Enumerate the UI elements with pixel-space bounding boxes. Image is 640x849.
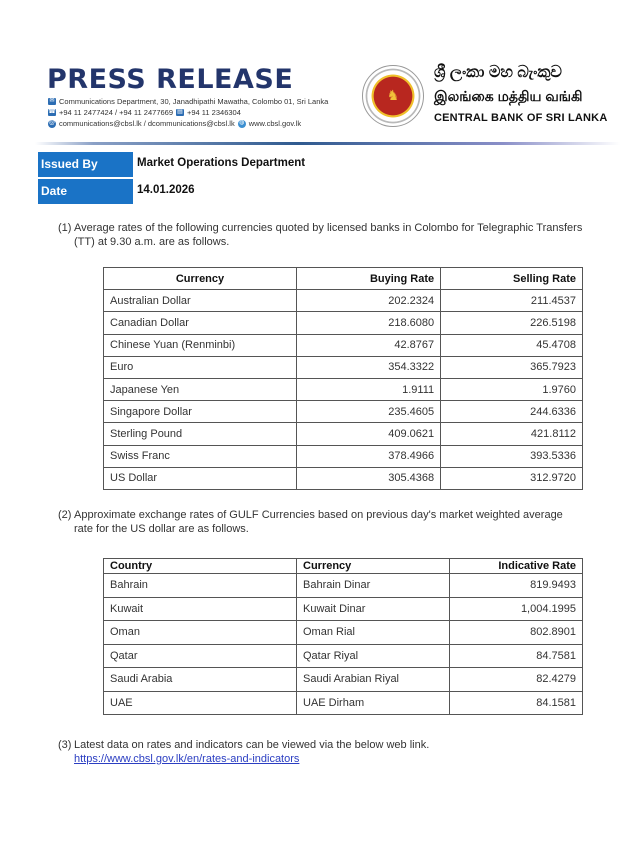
table-row	[104, 597, 583, 621]
release-meta	[38, 152, 305, 206]
lion-emblem-icon: ♞	[386, 87, 400, 103]
col-header-currency: Currency	[104, 268, 297, 290]
country-cell: Oman	[104, 621, 297, 645]
selling-rate-cell: 421.8112	[441, 423, 583, 445]
buying-rate-cell: 409.0621	[297, 423, 441, 445]
selling-rate-cell: 312.9720	[441, 467, 583, 489]
col-header-currency: Currency	[297, 559, 450, 574]
indicative-rate-cell: 1,004.1995	[450, 597, 583, 621]
table-row	[104, 290, 583, 312]
gulf-rates-table	[103, 558, 583, 715]
buying-rate-cell: 354.3322	[297, 356, 441, 378]
issued-by-row	[38, 152, 305, 177]
indicative-rate-cell: 82.4279	[450, 668, 583, 692]
col-header-buying-rate: Buying Rate	[297, 268, 441, 290]
section-2-text	[58, 508, 610, 536]
section-1-text	[58, 221, 610, 249]
indicative-rate-cell: 819.9493	[450, 574, 583, 598]
table-row	[104, 423, 583, 445]
country-cell: Qatar	[104, 644, 297, 668]
table-row	[104, 621, 583, 645]
table-row	[104, 378, 583, 400]
currency-cell: US Dollar	[104, 467, 297, 489]
table-row	[104, 356, 583, 378]
table-row	[104, 691, 583, 715]
table-row	[104, 401, 583, 423]
table-row	[104, 334, 583, 356]
fax-icon: ▤	[177, 109, 183, 115]
col-header-indicative-rate: Indicative Rate	[450, 559, 583, 574]
globe-icon: ◍	[239, 119, 245, 126]
buying-rate-cell: 218.6080	[297, 312, 441, 334]
section-3-text	[58, 738, 610, 766]
table-header-row	[104, 268, 583, 290]
country-cell: Kuwait	[104, 597, 297, 621]
phone-icon: ☎	[48, 109, 56, 115]
issued-by-value: Market Operations Department	[137, 157, 306, 169]
bank-name-sinhala: ශ්‍රී ලංකා මහ බැංකුව	[434, 64, 562, 81]
country-cell: UAE	[104, 691, 297, 715]
selling-rate-cell: 226.5198	[441, 312, 583, 334]
buying-rate-cell: 42.8767	[297, 334, 441, 356]
currency-cell: Sterling Pound	[104, 423, 297, 445]
date-value: 14.01.2026	[137, 184, 195, 196]
section-3-number: (3)	[58, 739, 72, 751]
table-row	[104, 574, 583, 598]
currency-cell: Oman Rial	[297, 621, 450, 645]
website-text[interactable]: www.cbsl.gov.lk	[248, 119, 302, 128]
country-cell: Saudi Arabia	[104, 668, 297, 692]
email-text[interactable]: communications@cbsl.lk / dcommunications@cbsl.lk	[59, 119, 235, 128]
table-header-row	[104, 559, 583, 574]
section-1-line-2: (TT) at 9.30 a.m. are as follows.	[74, 236, 230, 248]
date-row	[38, 179, 305, 204]
currency-cell: Australian Dollar	[104, 290, 297, 312]
buying-rate-cell: 305.4368	[297, 467, 441, 489]
section-2-line-1: Approximate exchange rates of GULF Currencies based on previous day's market weighted average	[74, 509, 563, 521]
buying-rate-cell: 235.4605	[297, 401, 441, 423]
selling-rate-cell: 365.7923	[441, 356, 583, 378]
tt-rates-table	[103, 267, 583, 490]
indicative-rate-cell: 84.7581	[450, 644, 583, 668]
cbsl-logo	[362, 65, 424, 127]
section-3-line: Latest data on rates and indicators can be viewed via the below web link.	[74, 739, 430, 751]
section-1-number: (1)	[58, 222, 72, 234]
table-row	[104, 644, 583, 668]
mail-icon: ✉	[49, 98, 55, 104]
currency-cell: Euro	[104, 356, 297, 378]
selling-rate-cell: 244.6336	[441, 401, 583, 423]
press-release-title: PRESS RELEASE	[47, 64, 294, 95]
table-row	[104, 668, 583, 692]
table-row	[104, 312, 583, 334]
date-label: Date	[38, 179, 133, 204]
fax-text: +94 11 2346304	[187, 108, 241, 117]
address-text: Communications Department, 30, Janadhipathi Mawatha, Colombo 01, Sri Lanka	[59, 97, 329, 106]
section-1-line-1: Average rates of the following currencies quoted by licensed banks in Colombo for Telegraphic Transfers	[74, 222, 583, 234]
selling-rate-cell: 211.4537	[441, 290, 583, 312]
currency-cell: Bahrain Dinar	[297, 574, 450, 598]
currency-cell: UAE Dirham	[297, 691, 450, 715]
buying-rate-cell: 1.9111	[297, 378, 441, 400]
currency-cell: Chinese Yuan (Renminbi)	[104, 334, 297, 356]
bank-name-tamil: இலங்கை மத்திய வங்கி	[434, 88, 583, 104]
currency-cell: Kuwait Dinar	[297, 597, 450, 621]
header-divider	[35, 142, 620, 145]
bank-name-english: CENTRAL BANK OF SRI LANKA	[434, 112, 608, 124]
selling-rate-cell: 1.9760	[441, 378, 583, 400]
at-icon: @	[48, 119, 56, 126]
phone-line	[48, 108, 241, 117]
indicative-rate-cell: 802.8901	[450, 621, 583, 645]
currency-cell: Qatar Riyal	[297, 644, 450, 668]
currency-cell: Swiss Franc	[104, 445, 297, 467]
col-header-country: Country	[104, 559, 297, 574]
press-release-header	[40, 60, 620, 140]
currency-cell: Japanese Yen	[104, 378, 297, 400]
country-cell: Bahrain	[104, 574, 297, 598]
issued-by-label: Issued By	[38, 152, 133, 177]
email-line	[48, 119, 301, 128]
currency-cell: Saudi Arabian Riyal	[297, 668, 450, 692]
section-2-line-2: rate for the US dollar are as follows.	[74, 523, 249, 535]
selling-rate-cell: 393.5336	[441, 445, 583, 467]
rates-indicators-link[interactable]: https://www.cbsl.gov.lk/en/rates-and-indicators	[74, 753, 300, 765]
address-line	[48, 97, 328, 106]
selling-rate-cell: 45.4708	[441, 334, 583, 356]
currency-cell: Singapore Dollar	[104, 401, 297, 423]
indicative-rate-cell: 84.1581	[450, 691, 583, 715]
currency-cell: Canadian Dollar	[104, 312, 297, 334]
buying-rate-cell: 202.2324	[297, 290, 441, 312]
phone-text: +94 11 2477424 / +94 11 2477669	[59, 108, 173, 117]
col-header-selling-rate: Selling Rate	[441, 268, 583, 290]
buying-rate-cell: 378.4966	[297, 445, 441, 467]
table-row	[104, 445, 583, 467]
section-2-number: (2)	[58, 509, 72, 521]
table-row	[104, 467, 583, 489]
